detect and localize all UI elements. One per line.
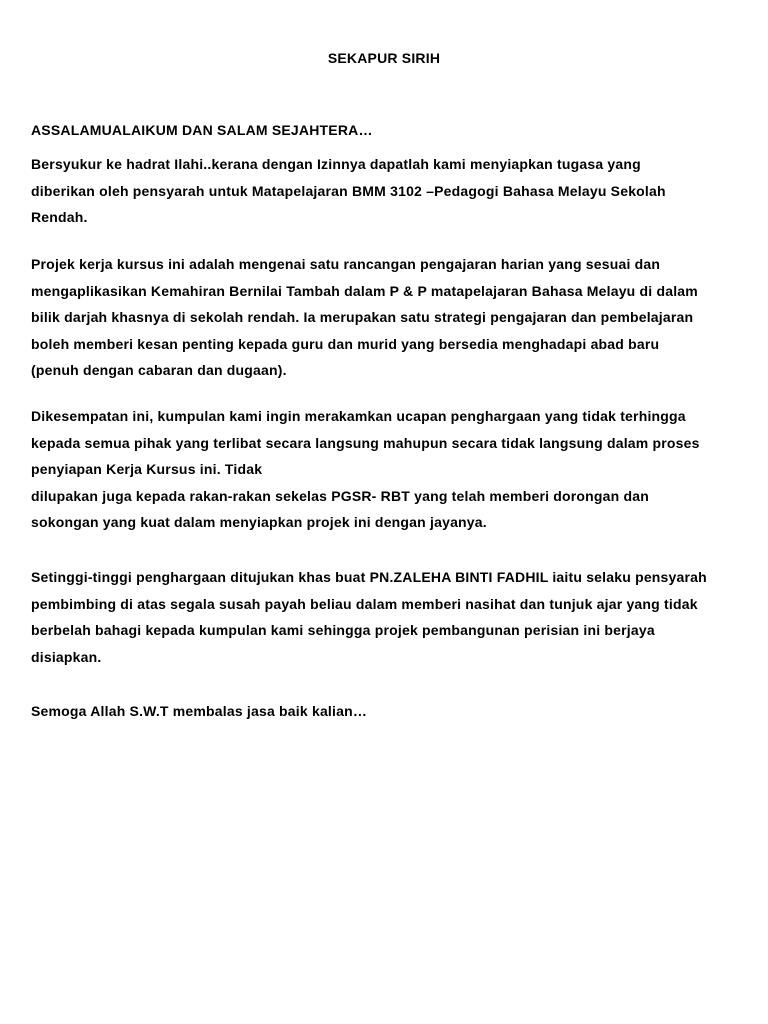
paragraph-line: (penuh dengan cabaran dan dugaan). [31, 362, 287, 378]
paragraph-line: dilupakan juga kepada rakan-rakan sekelas PGSR- RBT yang telah memberi dorongan dan [31, 487, 649, 504]
paragraph-line: bilik darjah khasnya di sekolah rendah. Ia merupakan satu strategi pengajaran dan pembelajaran [31, 309, 694, 325]
paragraph-4 [31, 564, 751, 670]
greeting-line: ASSALAMUALAIKUM DAN SALAM SEJAHTERA… [31, 122, 373, 138]
document-title: SEKAPUR SIRIH [327, 50, 441, 66]
paragraph-line: pembimbing di atas segala susah payah beliau dalam memberi nasihat dan tunjuk ajar yang tidak [31, 595, 698, 612]
paragraph-5 [31, 698, 751, 725]
paragraph-2 [31, 251, 751, 384]
paragraph-1 [31, 151, 751, 231]
paragraph-line: berbelah bahagi kepada kumpulan kami sehingga projek pembangunan perisian ini berjaya [31, 622, 655, 638]
paragraph-line: boleh memberi kesan penting kepada guru dan murid yang bersedia menghadapi abad baru [31, 335, 660, 352]
paragraph-line: Rendah. [31, 209, 88, 225]
paragraph-line: kepada semua pihak yang terlibat secara langsung mahupun secara tidak langsung dalam proses [31, 434, 700, 451]
paragraph-line: Dikesempatan ini, kumpulan kami ingin merakamkan ucapan penghargaan yang tidak terhingga [31, 408, 686, 424]
paragraph-line: diberikan oleh pensyarah untuk Matapelajaran BMM 3102 –Pedagogi Bahasa Melayu Sekolah [31, 182, 666, 199]
paragraph-line: Projek kerja kursus ini adalah mengenai satu rancangan pengajaran harian yang sesuai dan [31, 256, 661, 272]
paragraph-line: Semoga Allah S.W.T membalas jasa baik kalian… [31, 703, 368, 719]
paragraph-line: Bersyukur ke hadrat Ilahi..kerana dengan Izinnya dapatlah kami menyiapkan tugasa yang [31, 156, 641, 172]
paragraph-line: mengaplikasikan Kemahiran Bernilai Tambah dalam P & P matapelajaran Bahasa Melayu di dalam [31, 282, 698, 299]
paragraph-line: disiapkan. [31, 648, 102, 665]
paragraph-line: penyiapan Kerja Kursus ini. Tidak [31, 461, 263, 477]
paragraph-line: sokongan yang kuat dalam menyiapkan projek ini dengan jayanya. [31, 514, 487, 530]
paragraph-line: Setinggi-tinggi penghargaan ditujukan khas buat PN.ZALEHA BINTI FADHIL iaitu selaku pensyarah [31, 569, 707, 585]
paragraph-3 [31, 403, 751, 536]
